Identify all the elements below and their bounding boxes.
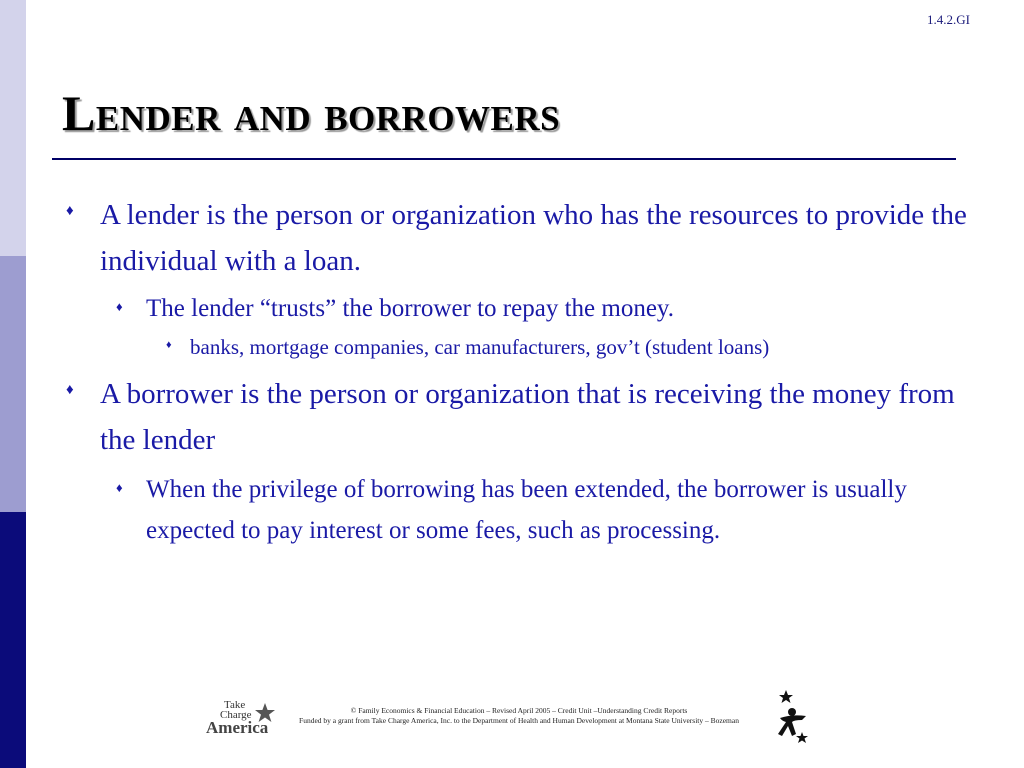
title-underline — [52, 158, 956, 160]
side-bar-segment-light — [0, 0, 26, 256]
bullet-item — [62, 371, 972, 463]
footer-line-2: Funded by a grant from Take Charge America, Inc. to the Department of Health and Human Development at Montana State University – Bozeman — [299, 716, 739, 725]
logo-text-take: Take — [224, 699, 246, 711]
slide-code: 1.4.2.GI — [927, 12, 970, 27]
side-bar-segment-dark — [0, 512, 26, 768]
bullet-text: banks, mortgage companies, car manufacturers, gov’t (student loans) — [190, 335, 770, 359]
bullet-list — [62, 192, 972, 551]
slide-title: Lender and borrowers — [62, 85, 561, 141]
bullet-item — [62, 469, 972, 551]
diamond-bullet-icon: ♦ — [116, 299, 123, 314]
take-charge-america-logo — [204, 698, 272, 738]
bullet-item — [62, 192, 972, 284]
family-economics-star-logo — [772, 690, 812, 746]
footer-credits — [284, 706, 754, 726]
footer-line-1: © Family Economics & Financial Education – Revised April 2005 – Credit Unit –Understanding Credit Reports — [350, 706, 688, 715]
diamond-bullet-icon: ♦ — [66, 203, 74, 219]
side-bar-segment-mid — [0, 256, 26, 512]
logo-text-charge: Charge — [220, 709, 252, 721]
star-icon — [254, 702, 276, 724]
side-color-bar — [0, 0, 26, 768]
diamond-bullet-icon: ♦ — [116, 480, 123, 495]
bullet-text: When the privilege of borrowing has been extended, the borrower is usually expected to pay interest or some fees, such as processing. — [146, 476, 907, 544]
bullet-text: A borrower is the person or organization that is receiving the money from the lender — [100, 378, 955, 456]
slide-footer — [200, 690, 820, 750]
bullet-item — [62, 288, 972, 329]
bullet-item — [62, 329, 972, 365]
diamond-bullet-icon: ♦ — [66, 382, 74, 398]
bullet-text: A lender is the person or organization who has the resources to provide the individual with a loan. — [100, 199, 967, 277]
logo-text-america: America — [206, 718, 269, 737]
diamond-bullet-icon: ♦ — [166, 339, 172, 351]
bullet-text: The lender “trusts” the borrower to repay the money. — [146, 295, 675, 322]
